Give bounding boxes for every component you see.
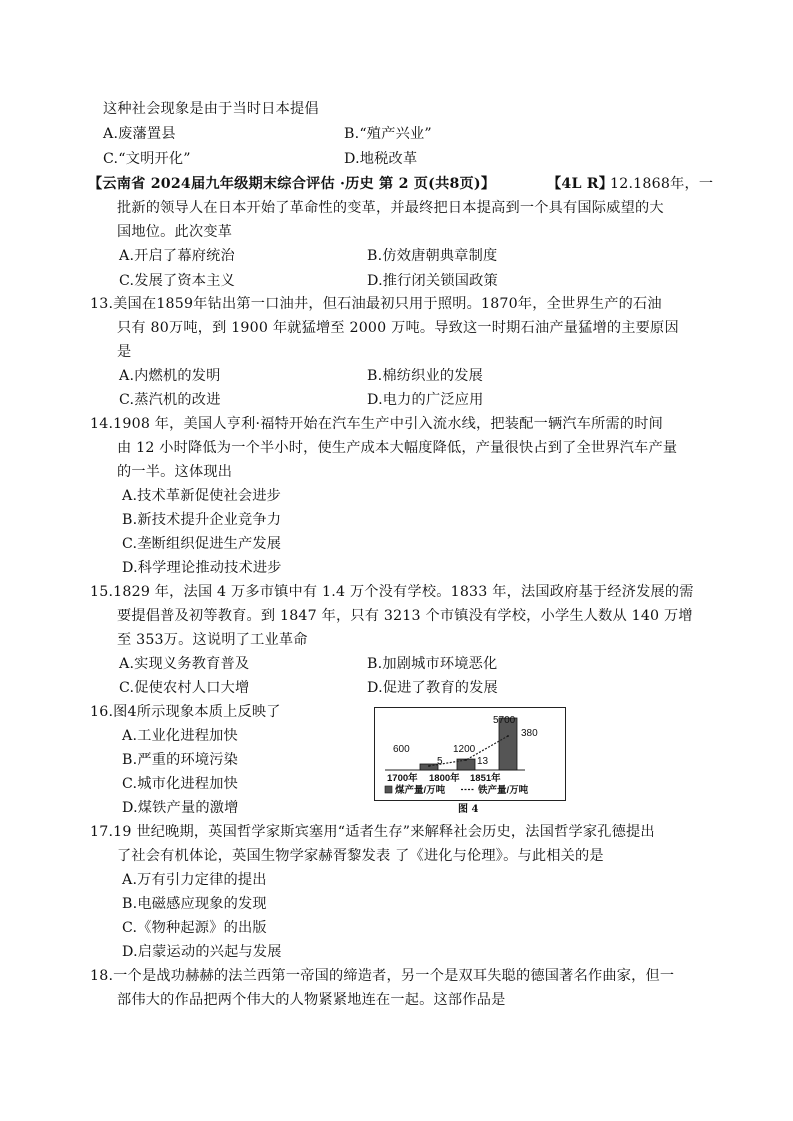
category-label-0: 1700年	[387, 773, 418, 784]
coal-bar-0	[420, 764, 438, 770]
q11-option-a[interactable]: A.废藩置县	[103, 126, 176, 142]
q18-stem-line2: 部伟大的作品把两个伟大的人物紧紧地连在一起。这部作品是	[117, 992, 506, 1008]
q14-stem-line3: 的一半。这体现出	[117, 464, 233, 480]
q11-option-c[interactable]: C.“文明开化”	[103, 151, 191, 167]
q17-option-a[interactable]: A.万有引力定律的提出	[122, 872, 267, 888]
q14-stem-line2: 由 12 小时降低为一个半小时，使生产成本大幅度降低，产量很快占到了全世界汽车产量	[117, 440, 678, 456]
q15-stem-line1: 15.1829 年，法国 4 万多市镇中有 1.4 万个没有学校。1833 年，法国政府基于经济发展的需	[90, 584, 694, 600]
q13-option-d[interactable]: D.电力的广泛应用	[367, 392, 484, 408]
q13-stem-line2: 只有 80万吨，到 1900 年就猛增至 2000 万吨。导致这一时期石油产量猛增的主要原因	[117, 320, 679, 336]
legend-iron-label: 铁产量/万吨	[478, 785, 529, 796]
q16-option-b[interactable]: B.严重的环境污染	[122, 752, 239, 768]
q16-option-c[interactable]: C.城市化进程加快	[122, 776, 238, 792]
iron-point-1	[465, 759, 467, 761]
q15-option-b[interactable]: B.加剧城市环境恶化	[367, 656, 498, 672]
q11-option-b[interactable]: B.“殖产兴业”	[344, 126, 432, 142]
q14-option-d[interactable]: D.科学理论推动技术进步	[122, 560, 282, 576]
category-label-2: 1851年	[470, 773, 501, 784]
q17-stem-line1: 17.19 世纪晚期，英国哲学家斯宾塞用“适者生存”来解释社会历史，法国哲学家孔德提出	[90, 824, 655, 840]
q15-option-c[interactable]: C.促使农村人口大增	[119, 680, 250, 696]
legend-coal-label: 煤产量/万吨	[395, 785, 446, 796]
q15-option-d[interactable]: D.促进了教育的发展	[367, 680, 498, 696]
q14-option-b[interactable]: B.新技术提升企业竞争力	[122, 512, 282, 528]
figure-4-chart	[374, 707, 566, 801]
q12-code: 【4L R】	[547, 176, 614, 192]
iron-value-label-1: 13	[477, 756, 489, 767]
q14-option-c[interactable]: C.垄断组织促进生产发展	[122, 536, 282, 552]
coal-iron-chart-svg	[375, 708, 564, 799]
category-label-1: 1800年	[429, 773, 460, 784]
q17-stem-line2: 了社会有机体论，英国生物学家赫胥黎发表 了《进化与伦理》。与此相关的是	[117, 848, 604, 864]
coal-value-label-0: 600	[393, 744, 410, 755]
legend-coal-swatch	[385, 786, 392, 793]
q12-stem-line3: 国地位。此次变革	[117, 224, 233, 240]
q11-stem: 这种社会现象是由于当时日本提倡	[103, 101, 319, 117]
q12-option-d[interactable]: D.推行闭关锁国政策	[367, 273, 498, 289]
iron-value-label-2: 380	[521, 728, 538, 739]
coal-value-label-2: 5700	[493, 715, 516, 726]
q12-stem-line2: 批新的领导人在日本开始了革命性的变革，并最终把日本提高到一个具有国际威望的大	[117, 200, 664, 216]
q17-option-c[interactable]: C.《物种起源》的出版	[122, 920, 267, 936]
q18-stem-line1: 18.一个是战功赫赫的法兰西第一帝国的缔造者，另一个是双耳失聪的德国著名作曲家，但一	[90, 968, 675, 984]
q13-option-b[interactable]: B.棉纺织业的发展	[367, 368, 484, 384]
q16-option-a[interactable]: A.工业化进程加快	[122, 728, 238, 744]
iron-point-2	[507, 735, 509, 737]
q15-stem-line2: 要提倡普及初等教育。到 1847 年，只有 3213 个市镇没有学校，小学生人数从 140 万增	[117, 608, 693, 624]
q13-stem-line3: 是	[117, 344, 132, 360]
q11-option-d[interactable]: D.地税改革	[344, 151, 418, 167]
q12-stem-line1: 12.1868年，一	[610, 176, 714, 192]
q13-option-a[interactable]: A.内燃机的发明	[119, 368, 221, 384]
q16-option-d[interactable]: D.煤铁产量的激增	[122, 800, 239, 816]
q15-stem-line3: 至 353万。这说明了工业革命	[117, 632, 308, 648]
q16-stem: 16.图4所示现象本质上反映了	[90, 704, 281, 720]
q12-option-c[interactable]: C.发展了资本主义	[119, 273, 235, 289]
coal-value-label-1: 1200	[453, 744, 476, 755]
iron-value-label-0: 5	[437, 756, 443, 767]
figure-4-caption: 图 4	[458, 804, 479, 815]
q13-option-c[interactable]: C.蒸汽机的改进	[119, 392, 221, 408]
q15-option-a[interactable]: A.实现义务教育普及	[119, 656, 250, 672]
q12-source: 【云南省 2024届九年级期末综合评估 ·历史 第 2 页(共8页)】	[88, 176, 496, 192]
q14-option-a[interactable]: A.技术革新促使社会进步	[122, 488, 282, 504]
iron-point-0	[428, 765, 430, 767]
q12-option-b[interactable]: B.仿效唐朝典章制度	[367, 248, 498, 264]
q17-option-d[interactable]: D.启蒙运动的兴起与发展	[122, 944, 282, 960]
q12-option-a[interactable]: A.开启了幕府统治	[119, 248, 235, 264]
q13-stem-line1: 13.美国在1859年钻出第一口油井，但石油最初只用于照明。1870年，全世界生产的石油	[90, 296, 662, 312]
q14-stem-line1: 14.1908 年，美国人亨利·福特开始在汽车生产中引入流水线，把装配一辆汽车所需的时间	[90, 416, 664, 432]
q17-option-b[interactable]: B.电磁感应现象的发现	[122, 896, 267, 912]
